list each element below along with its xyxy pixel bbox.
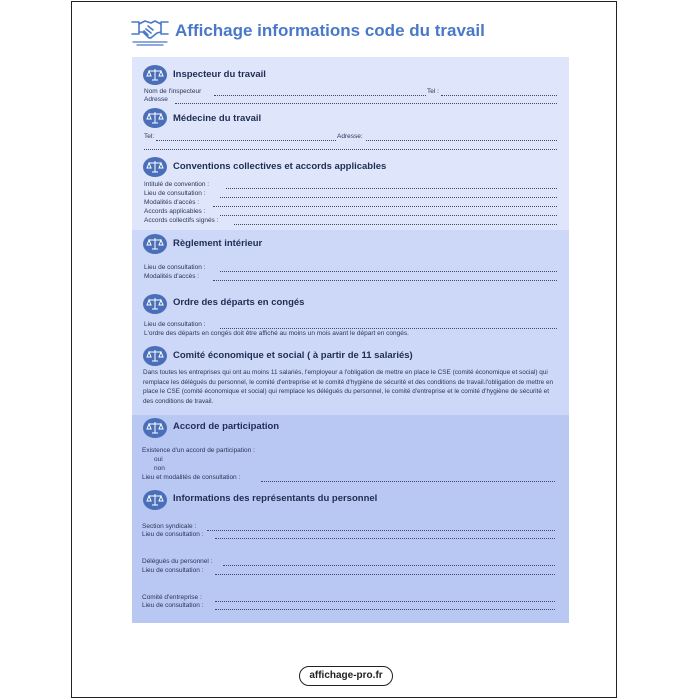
fill-line[interactable]: [220, 271, 557, 272]
scale-icon: [143, 234, 167, 254]
field-label: Lieu de consultation :: [142, 531, 204, 538]
section-title-reglement: Règlement intérieur: [173, 238, 263, 249]
fill-line[interactable]: [213, 206, 557, 207]
field-label: Nom de l'inspecteur: [144, 88, 202, 95]
field-label: Comité d'entreprise :: [142, 594, 202, 601]
section-title-conventions: Conventions collectives et accords applicables: [173, 161, 387, 172]
scale-icon: [143, 490, 167, 510]
option-yes[interactable]: oui: [154, 456, 163, 463]
fill-line[interactable]: [214, 95, 426, 96]
field-label: Existence d'un accord de participation :: [142, 447, 255, 454]
field-label: Tel :: [427, 88, 439, 95]
field-label: Section syndicale :: [142, 523, 197, 530]
option-no[interactable]: non: [154, 465, 165, 472]
fill-line[interactable]: [441, 95, 557, 96]
field-label: Lieu de consultation :: [142, 567, 204, 574]
fill-line[interactable]: [234, 224, 557, 225]
conges-note: L'ordre des départs en congés doit être affiché au moins un mois avant le départ en congés.: [144, 330, 409, 337]
field-label: Intitulé de convention :: [144, 181, 210, 188]
field-label: Lieu de consultation :: [144, 190, 206, 197]
fill-line[interactable]: [156, 140, 336, 141]
field-label: Lieu de consultation :: [144, 321, 206, 328]
fill-line[interactable]: [261, 481, 555, 482]
section-title-medecine: Médecine du travail: [173, 113, 262, 124]
field-label: Adresse: [144, 96, 168, 103]
field-label: Délégués du personnel :: [142, 558, 213, 565]
fill-line[interactable]: [215, 601, 555, 602]
page-title: Affichage informations code du travail: [175, 21, 485, 40]
section-title-comite: Comité économique et social ( à partir de 11 salariés): [173, 350, 413, 361]
section-title-representants: Informations des représentants du personnel: [173, 493, 378, 504]
field-label: Accords applicables :: [144, 208, 206, 215]
fill-line[interactable]: [223, 565, 555, 566]
scale-icon: [143, 346, 167, 366]
fill-line[interactable]: [213, 280, 557, 281]
fill-line[interactable]: [226, 188, 557, 189]
section-title-inspecteur: Inspecteur du travail: [173, 69, 266, 80]
field-label: Accords collectifs signés :: [144, 217, 219, 224]
field-label: Tel:: [144, 133, 155, 140]
field-label: Modalités d'accès :: [144, 199, 200, 206]
fill-line[interactable]: [215, 609, 555, 610]
comite-paragraph: Dans toutes les entreprises qui ont au moins 11 salariés, l'employeur a l'obligation de mettre en place le CSE (comité économique et social) qui remplace les délégués du personnel, le comité d'entreprise et le comité d'hygiène de sécurité et des conditions de travail.l'obligation de mettre en place le CSE (comité économique et social) qui remplace les délégués du personnel, le comité d'entreprise et le comité d'hygiène de sécurité et des conditions de travail.: [143, 369, 554, 405]
fill-line[interactable]: [215, 538, 555, 539]
field-label: Lieu de consultation :: [142, 602, 204, 609]
section-title-participation: Accord de participation: [173, 421, 280, 432]
fill-line[interactable]: [220, 328, 557, 329]
fill-line[interactable]: [220, 197, 557, 198]
field-label: Lieu et modalités de consultation :: [142, 474, 241, 481]
section-title-conges: Ordre des départs en congés: [173, 297, 305, 308]
scale-icon: [143, 108, 167, 128]
fill-line[interactable]: [220, 215, 557, 216]
scale-icon: [143, 157, 167, 177]
field-label: Adresse:: [337, 133, 363, 140]
fill-line[interactable]: [366, 140, 557, 141]
fill-line[interactable]: [207, 530, 555, 531]
scale-icon: [143, 294, 167, 314]
fill-line[interactable]: [144, 149, 557, 150]
field-label: Lieu de consultation :: [144, 264, 206, 271]
scale-icon: [143, 65, 167, 85]
handshake-icon: [131, 16, 169, 46]
footer-site-badge[interactable]: affichage-pro.fr: [299, 666, 393, 686]
field-label: Modalités d'accès :: [144, 273, 200, 280]
fill-line[interactable]: [175, 103, 557, 104]
fill-line[interactable]: [215, 574, 555, 575]
scale-icon: [143, 418, 167, 438]
